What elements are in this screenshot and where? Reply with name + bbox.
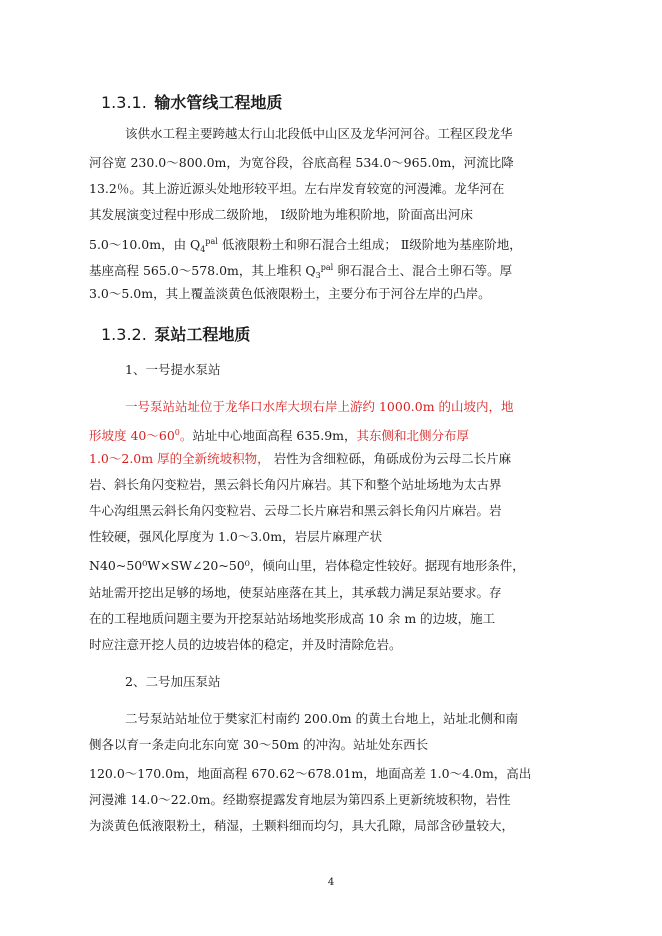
paragraph-line: 站址需开挖出足够的场地，使泵站座落在其上，其承载力满足泵站要求。存: [89, 585, 502, 600]
paragraph-line: 120.0～170.0m，地面高程 670.62～678.01m，地面高差 1.0～4.0m，高出: [89, 766, 532, 781]
paragraph-line: N40~50⁰W×SW∠20~50⁰，倾向山里，岩体稳定性较好。据现有地形条件，: [89, 558, 525, 573]
paragraph-line: 13.2％。其上游近源头处地形较平坦。左右岸发育较宽的河漫滩。龙华河在: [89, 181, 505, 196]
paragraph-line: 时应注意开挖人员的边坡岩体的稳定，并及时清除危岩。: [89, 637, 402, 652]
paragraph-line: 形坡度 $40\sim 60^0$。站址中心地面高程 635.9m，其东侧和北侧分布厚: [89, 428, 470, 443]
paragraph-line: 基座高程 565.0～578.0m，其上堆积 $Q_3^{pal}$ 卵石混合土、混合土卵石等。厚: [89, 263, 513, 280]
paragraph-line: 3.0～5.0m，其上覆盖淡黄色低液限粉土，主要分布于河谷左岸的凸岸。: [89, 286, 491, 301]
section-title: 输水管线工程地质: [154, 93, 283, 112]
paragraph-line: 河漫滩 14.0～22.0m。经勘察提露发育地层为第四系上更新统坡积物，岩性: [89, 792, 511, 807]
section-heading-1-3-1: [101, 90, 282, 113]
section-title: 泵站工程地质: [154, 325, 251, 344]
paragraph-line: 为淡黄色低液限粉土，稍湿，土颗料细而均匀，具大孔隙，局部含砂量较大，: [89, 818, 515, 833]
paragraph-line: 侧各以育一条走向北东向宽 30～50m 的冲沟。站址处东西长: [89, 737, 429, 752]
paragraph-line: 一号泵站站址位于龙华口水库大坝右岸上游约 1000.0m 的山坡内，地: [125, 399, 514, 414]
subsection-title: 2、二号加压泵站: [125, 674, 221, 689]
paragraph-line: 其发展演变过程中形成二级阶地， Ⅰ级阶地为堆积阶地，阶面高出河床: [89, 207, 473, 222]
subsection-title: 1、一号提水泵站: [125, 362, 221, 377]
page-number: 4: [327, 877, 335, 888]
paragraph-line: 岩、斜长角闪变粒岩，黑云斜长角闪片麻岩。其下和整个站址场地为太古界: [89, 477, 502, 492]
section-heading-1-3-2: [101, 322, 250, 345]
section-number: 1.3.1.: [101, 93, 147, 112]
paragraph-line: 5.0～10.0m，由 $Q_4^{pal}$ 低液限粉土和卵石混合土组成； Ⅱ级阶地为基座阶地，: [89, 237, 522, 254]
paragraph-line: 在的工程地质问题主要为开挖泵站站场地奖形成高 10 余 m 的边坡，施工: [89, 611, 496, 626]
section-number: 1.3.2.: [101, 325, 147, 344]
paragraph-line: 1.0～2.0m 厚的全新统坡积物， 岩性为含细粒砾，角砾成份为云母二长片麻: [89, 451, 512, 466]
paragraph-line: 该供水工程主要跨越太行山北段低中山区及龙华河河谷。工程区段龙华: [125, 126, 513, 141]
paragraph-line: 性较硬，强风化厚度为 1.0～3.0m，岩层片麻理产状: [89, 529, 383, 544]
paragraph-line: 牛心沟组黑云斜长角闪变粒岩、云母二长片麻岩和黑云斜长角闪片麻岩。岩: [89, 503, 502, 518]
paragraph-line: 河谷宽 230.0～800.0m，为宽谷段，谷底高程 534.0～965.0m，河流比降: [89, 155, 514, 170]
paragraph-line: 二号泵站站址位于樊家汇村南约 200.0m 的黄土台地上，站址北侧和南: [125, 711, 519, 726]
